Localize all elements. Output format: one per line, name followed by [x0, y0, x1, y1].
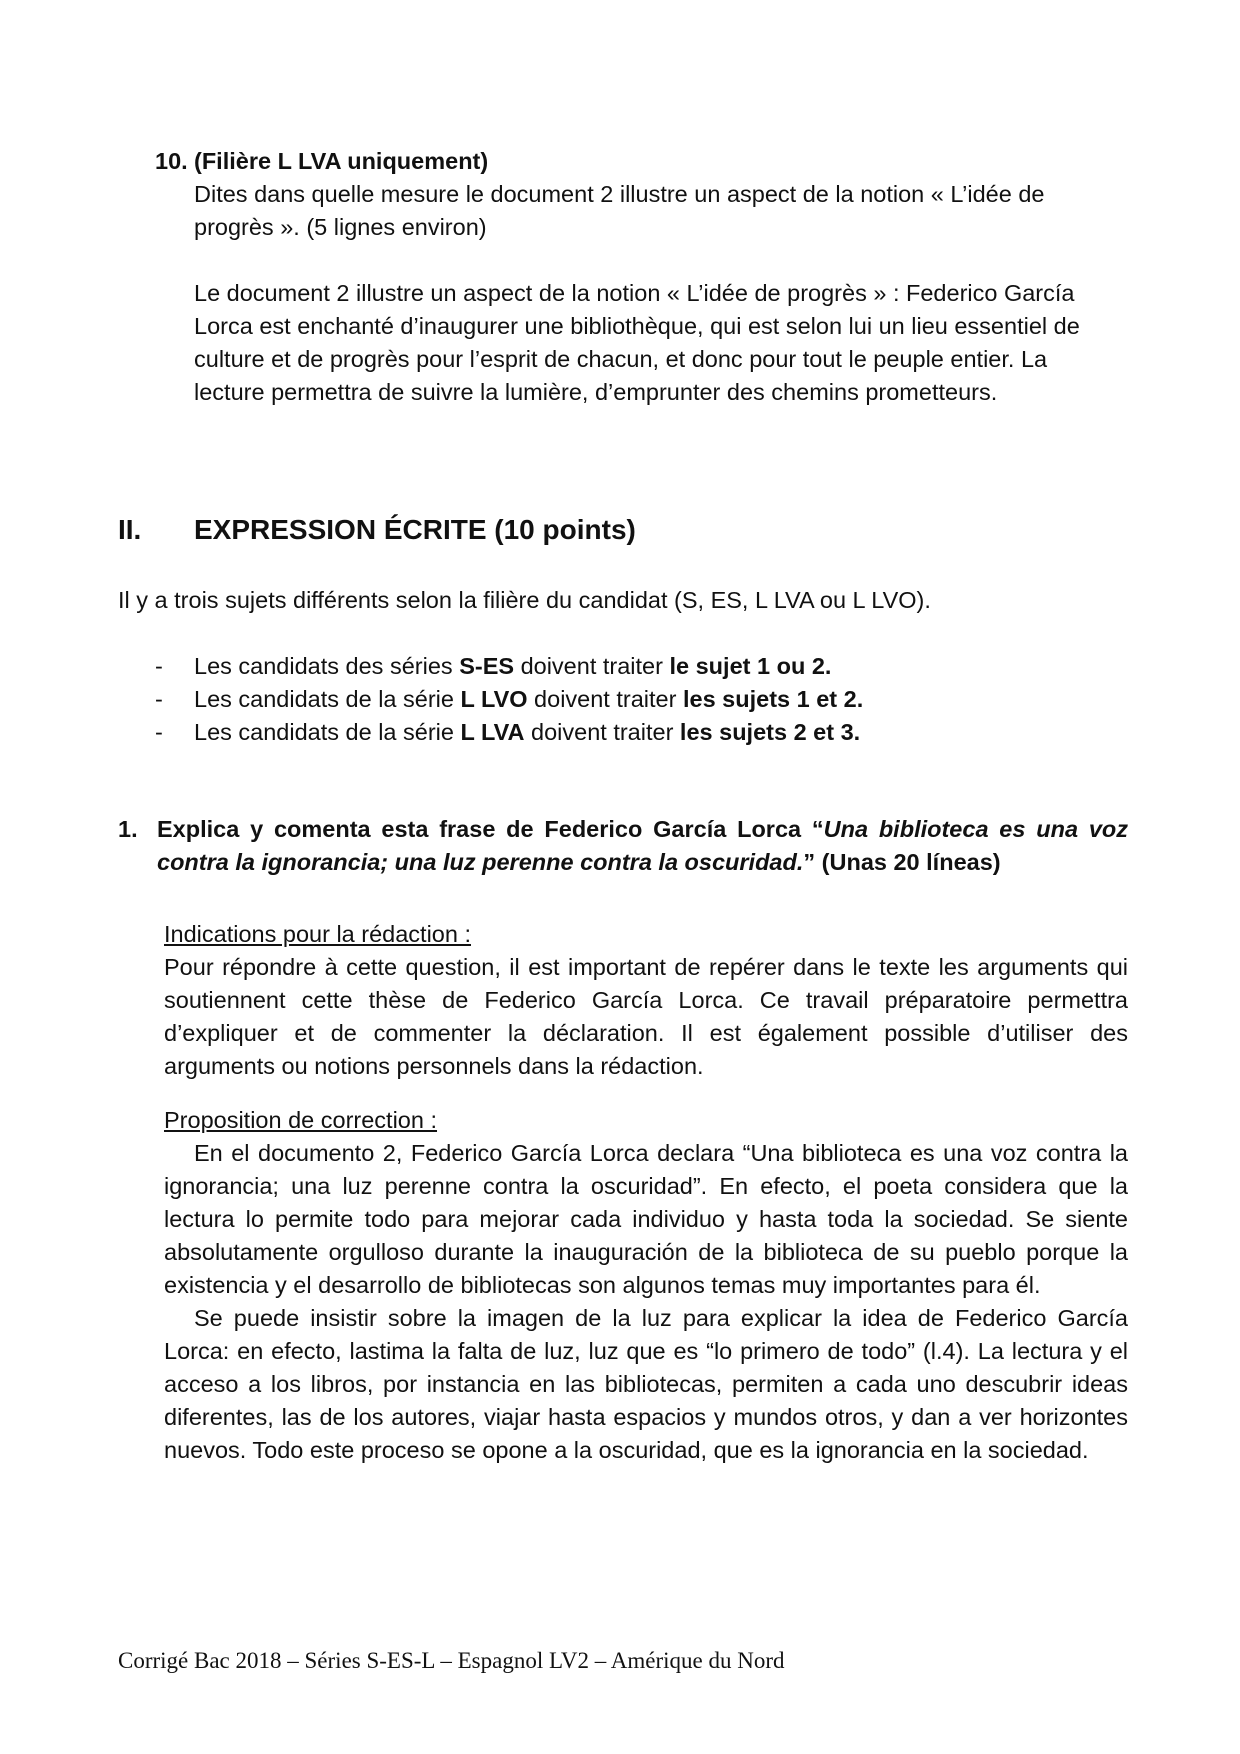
list-item: [155, 683, 1115, 716]
item-text: doivent traiter: [514, 653, 670, 679]
indications-block: [164, 918, 1128, 1083]
section-number: II.: [118, 514, 142, 545]
series-label: L LVO: [460, 686, 528, 712]
section-intro: Il y a trois sujets différents selon la filière du candidat (S, ES, L LVA ou L LVO).: [118, 587, 931, 613]
question-number: 10.: [155, 148, 188, 174]
question-title: (Filière L LVA uniquement): [194, 148, 489, 174]
item-text: Les candidats des séries: [194, 653, 460, 679]
bullet-dash: -: [155, 653, 163, 679]
item-text: doivent traiter: [527, 686, 683, 712]
subjects-label: les sujets 2 et 3.: [679, 719, 861, 745]
question-answer: Le document 2 illustre un aspect de la notion « L’idée de progrès » : Federico García Lorca est enchanté d’inaugurer une bibliothèque, qui est selon lui un lieu essentiel de culture et de progrès pour l’esprit de chacun, et donc pour tout le peuple entier. La lecture permettra de suivre la lumière, d’emprunter des chemins prometteurs.: [194, 280, 1080, 405]
subject-1-heading: [118, 813, 1128, 879]
list-item: [155, 716, 1115, 749]
subject-number: 1.: [118, 816, 138, 842]
subjects-label: le sujet 1 ou 2.: [669, 653, 832, 679]
question-10: [155, 145, 1115, 409]
item-text: doivent traiter: [524, 719, 680, 745]
subjects-label: les sujets 1 et 2.: [682, 686, 864, 712]
subject-prompt: [157, 813, 1128, 879]
question-body: [194, 145, 1115, 409]
proposition-paragraph-1: En el documento 2, Federico García Lorca declara “Una biblioteca es una voz contra la ignorancia; una luz perenne contra la oscuridad”. En efecto, el poeta considera que la lectura lo permite todo para mejorar cada individuo y hasta toda la sociedad. Se siente absolutamente orgulloso durante la inauguración de la biblioteca de su pueblo porque la existencia y el desarrollo de bibliotecas son algunos temas muy importantes para él.: [164, 1140, 1128, 1298]
proposition-paragraph-2: Se puede insistir sobre la imagen de la luz para explicar la idea de Federico García Lorca: en efecto, lastima la falta de luz, luz que es “lo primero de todo” (l.4). La lectura y el acceso a los libros, por instancia en las bibliotecas, permiten a cada uno descubrir ideas diferentes, las de los autores, viajar hasta espacios y mundos otros, y dan a ver horizontes nuevos. Todo este proceso se opone a la oscuridad, que es la ignorancia en la sociedad.: [164, 1305, 1128, 1463]
indications-text: Pour répondre à cette question, il est important de repérer dans le texte les arguments qui soutiennent cette thèse de Federico García Lorca. Ce travail préparatoire permettra d’expliquer et de commenter la déclaration. Il est également possible d’utiliser des arguments ou notions personnels dans la rédaction.: [164, 954, 1128, 1079]
list-item: [155, 650, 1115, 683]
bullet-dash: -: [155, 719, 163, 745]
section-title: EXPRESSION ÉCRITE (10 points): [194, 514, 636, 545]
subject-lead: Explica y comenta esta frase de Federico García Lorca “: [157, 816, 824, 842]
bullet-dash: -: [155, 686, 163, 712]
item-text: Les candidats de la série: [194, 686, 461, 712]
subject-quote: Una biblioteca es una voz contra la ignorancia; una luz perenne contra la oscuridad.: [157, 816, 1128, 875]
page-footer: Corrigé Bac 2018 – Séries S-ES-L – Espagnol LV2 – Amérique du Nord: [118, 1648, 785, 1673]
series-label: L LVA: [460, 719, 525, 745]
series-label: S-ES: [459, 653, 515, 679]
item-text: Les candidats de la série: [194, 719, 461, 745]
subject-tail: ” (Unas 20 líneas): [803, 849, 1001, 875]
proposition-heading: Proposition de correction :: [164, 1107, 438, 1133]
section-heading: [118, 510, 1118, 550]
proposition-block: [164, 1104, 1128, 1467]
indications-heading: Indications pour la rédaction :: [164, 921, 471, 947]
question-prompt: Dites dans quelle mesure le document 2 illustre un aspect de la notion « L’idée de progrès ». (5 lignes environ): [194, 181, 1045, 240]
instructions-list: [155, 650, 1115, 749]
